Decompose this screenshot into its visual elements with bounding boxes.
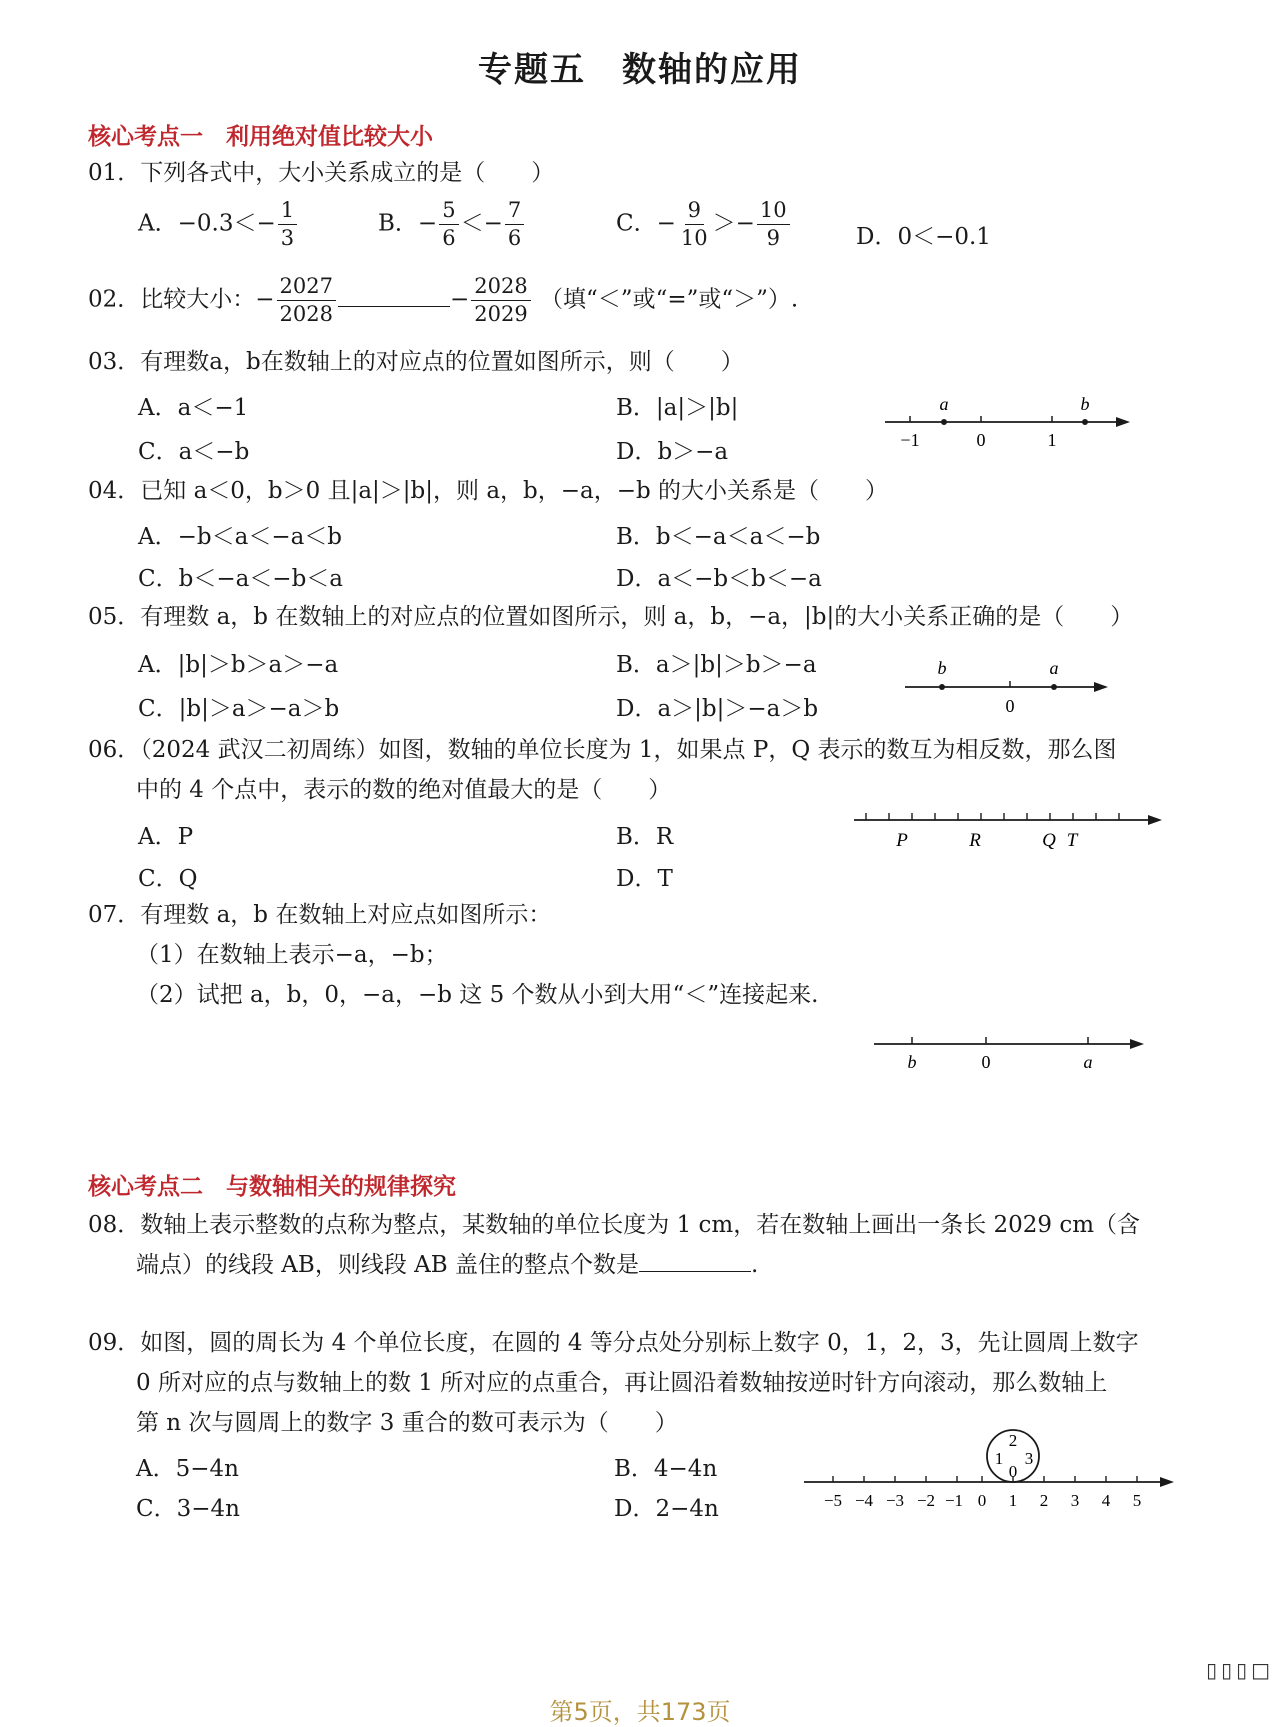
q05-option-d[interactable]: D．a＞|b|＞−a＞b	[616, 696, 819, 722]
tick-label: 2	[1039, 1491, 1049, 1510]
q07-part2: （2）试把 a，b，0，−a，−b 这 5 个数从小到大用“＜”连接起来.	[136, 982, 819, 1008]
section-heading-1: 核心考点一 利用绝对值比较大小	[88, 124, 433, 150]
arrow-icon	[1148, 815, 1162, 825]
q03-option-b[interactable]: B．|a|＞|b|	[616, 395, 739, 421]
tick-label: −3	[885, 1491, 905, 1510]
tick-label: 3	[1070, 1491, 1080, 1510]
label-r: R	[969, 830, 981, 851]
tick-label: −1	[900, 430, 920, 450]
q03-stem: 03．有理数a，b在数轴上的对应点的位置如图所示，则（ ）	[88, 349, 744, 375]
tick-label: −2	[916, 1491, 936, 1510]
q01-a-fraction: $\frac{1}{3}$	[278, 200, 297, 249]
label-q: Q	[1042, 830, 1056, 851]
corner-mark: ▯▯▯□	[1206, 1658, 1274, 1682]
q05-option-a[interactable]: A．|b|＞b＞a＞−a	[138, 652, 339, 678]
arrow-icon	[1130, 1039, 1144, 1049]
q07-stem: 07．有理数 a，b 在数轴上对应点如图所示：	[88, 902, 552, 928]
tick-label-zero: 0	[1005, 696, 1015, 716]
q09-stem-line1: 09．如图，圆的周长为 4 个单位长度，在圆的 4 等分点处分别标上数字 0，1，2，3，先让圆周上数字	[88, 1330, 1139, 1356]
q06-stem-line1: 06．（2024 武汉二初周练）如图，数轴的单位长度为 1，如果点 P，Q 表示的数互为相反数，那么图	[88, 737, 1117, 763]
point-a	[1051, 684, 1057, 690]
q06-option-d[interactable]: D．T	[616, 866, 673, 892]
q06-option-a[interactable]: A．P	[138, 824, 194, 850]
arrow-icon	[1160, 1477, 1174, 1487]
q09-option-a[interactable]: A．5−4n	[136, 1456, 239, 1482]
q09-option-c[interactable]: C．3−4n	[136, 1496, 240, 1522]
section-heading-2: 核心考点二 与数轴相关的规律探究	[88, 1174, 456, 1200]
label-a: a	[939, 394, 949, 414]
q08-answer-blank[interactable]	[639, 1271, 751, 1272]
q02-fraction-2: $\frac{2028}{2029}$	[471, 276, 530, 325]
q04-option-b[interactable]: B．b＜−a＜a＜−b	[616, 524, 821, 550]
q01-option-c[interactable]: C．− $\frac{9}{10}$ ＞− $\frac{10}{9}$	[616, 200, 792, 249]
q02-fraction-1: $\frac{2027}{2028}$	[277, 276, 336, 325]
page-number-footer: 第5页，共173页	[549, 1698, 731, 1726]
q01-option-d[interactable]: D．0＜−0.1	[856, 224, 991, 250]
q06-number-line	[852, 804, 1164, 854]
circle-digit: 2	[1008, 1431, 1018, 1450]
label-p: P	[896, 830, 908, 851]
q02-stem: 02．比较大小：− $\frac{2027}{2028}$ − $\frac{2028}{2029}$ （填“＜”或“=”或“＞”）.	[88, 274, 799, 326]
q06-option-c[interactable]: C．Q	[138, 866, 198, 892]
q07-number-line	[872, 1032, 1152, 1078]
tick-label: −4	[854, 1491, 874, 1510]
q01-stem: 01．下列各式中，大小关系成立的是（ ）	[88, 160, 555, 186]
circle-digit: 0	[1008, 1462, 1018, 1481]
q01-c-fraction-2: $\frac{10}{9}$	[757, 200, 790, 249]
q05-number-line	[900, 656, 1120, 718]
tick-label: 4	[1101, 1491, 1111, 1510]
label-b: b	[907, 1052, 917, 1072]
q02-answer-blank[interactable]	[338, 306, 450, 307]
q01-b-fraction-2: $\frac{7}{6}$	[505, 200, 524, 249]
q07-part1: （1）在数轴上表示−a，−b；	[136, 942, 448, 968]
q01-b-fraction-1: $\frac{5}{6}$	[439, 200, 458, 249]
circle-digit: 3	[1024, 1449, 1034, 1468]
tick-label: 1	[1047, 430, 1057, 450]
arrow-icon	[1116, 417, 1130, 427]
q08-stem-line2: 端点）的线段 AB，则线段 AB 盖住的整点个数是 .	[136, 1252, 759, 1278]
q09-option-d[interactable]: D．2−4n	[614, 1496, 719, 1522]
q09-number-line	[800, 1426, 1180, 1518]
label-b: b	[937, 658, 947, 678]
q04-stem: 04．已知 a＜0，b＞0 且|a|＞|b|，则 a，b，−a，−b 的大小关系是（ ）	[88, 478, 889, 504]
q05-option-b[interactable]: B．a＞|b|＞b＞−a	[616, 652, 817, 678]
label-a: a	[1083, 1052, 1093, 1072]
q08-stem-line1: 08．数轴上表示整数的点称为整点，某数轴的单位长度为 1 cm，若在数轴上画出一条长 2029 cm（含	[88, 1212, 1141, 1238]
q04-option-d[interactable]: D．a＜−b＜b＜−a	[616, 566, 822, 592]
q09-stem-line3: 第 n 次与圆周上的数字 3 重合的数可表示为（ ）	[136, 1410, 678, 1436]
tick-label: 0	[976, 430, 986, 450]
page-title: 专题五 数轴的应用	[478, 50, 802, 90]
q01-option-a[interactable]	[138, 200, 299, 249]
circle-digit: 1	[994, 1449, 1004, 1468]
q01-a-pre: −0.3＜−	[177, 210, 276, 237]
q03-option-a[interactable]: A．a＜−1	[138, 395, 249, 421]
point-b	[1082, 419, 1088, 425]
q01-a-label: A．	[138, 210, 178, 237]
q06-stem-line2: 中的 4 个点中，表示的数的绝对值最大的是（ ）	[136, 777, 672, 803]
tick-label-zero: 0	[981, 1052, 991, 1072]
tick-label: 1	[1008, 1491, 1018, 1510]
tick-label: −5	[823, 1491, 843, 1510]
q03-option-d[interactable]: D．b＞−a	[616, 439, 729, 465]
q04-option-a[interactable]: A．−b＜a＜−a＜b	[138, 524, 343, 550]
q03-number-line	[880, 392, 1140, 452]
q01-option-b[interactable]: B．− $\frac{5}{6}$ ＜− $\frac{7}{6}$	[378, 200, 526, 249]
point-b	[939, 684, 945, 690]
q05-option-c[interactable]: C．|b|＞a＞−a＞b	[138, 696, 340, 722]
tick-label: 5	[1132, 1491, 1142, 1510]
tick-label: 0	[977, 1491, 987, 1510]
q06-option-b[interactable]: B．R	[616, 824, 674, 850]
q04-option-c[interactable]: C．b＜−a＜−b＜a	[138, 566, 344, 592]
tick-label: −1	[944, 1491, 964, 1510]
arrow-icon	[1094, 682, 1108, 692]
q09-option-b[interactable]: B．4−4n	[614, 1456, 718, 1482]
q09-stem-line2: 0 所对应的点与数轴上的数 1 所对应的点重合，再让圆沿着数轴按逆时针方向滚动，那么数轴上	[136, 1370, 1108, 1396]
label-a: a	[1049, 658, 1059, 678]
q03-option-c[interactable]: C．a＜−b	[138, 439, 250, 465]
point-a	[941, 419, 947, 425]
label-t: T	[1066, 830, 1078, 851]
q01-c-fraction-1: $\frac{9}{10}$	[680, 198, 708, 250]
label-b: b	[1080, 394, 1090, 414]
q05-stem: 05．有理数 a，b 在数轴上的对应点的位置如图所示，则 a，b，−a，|b|的大小关系正确的是（ ）	[88, 604, 1134, 630]
